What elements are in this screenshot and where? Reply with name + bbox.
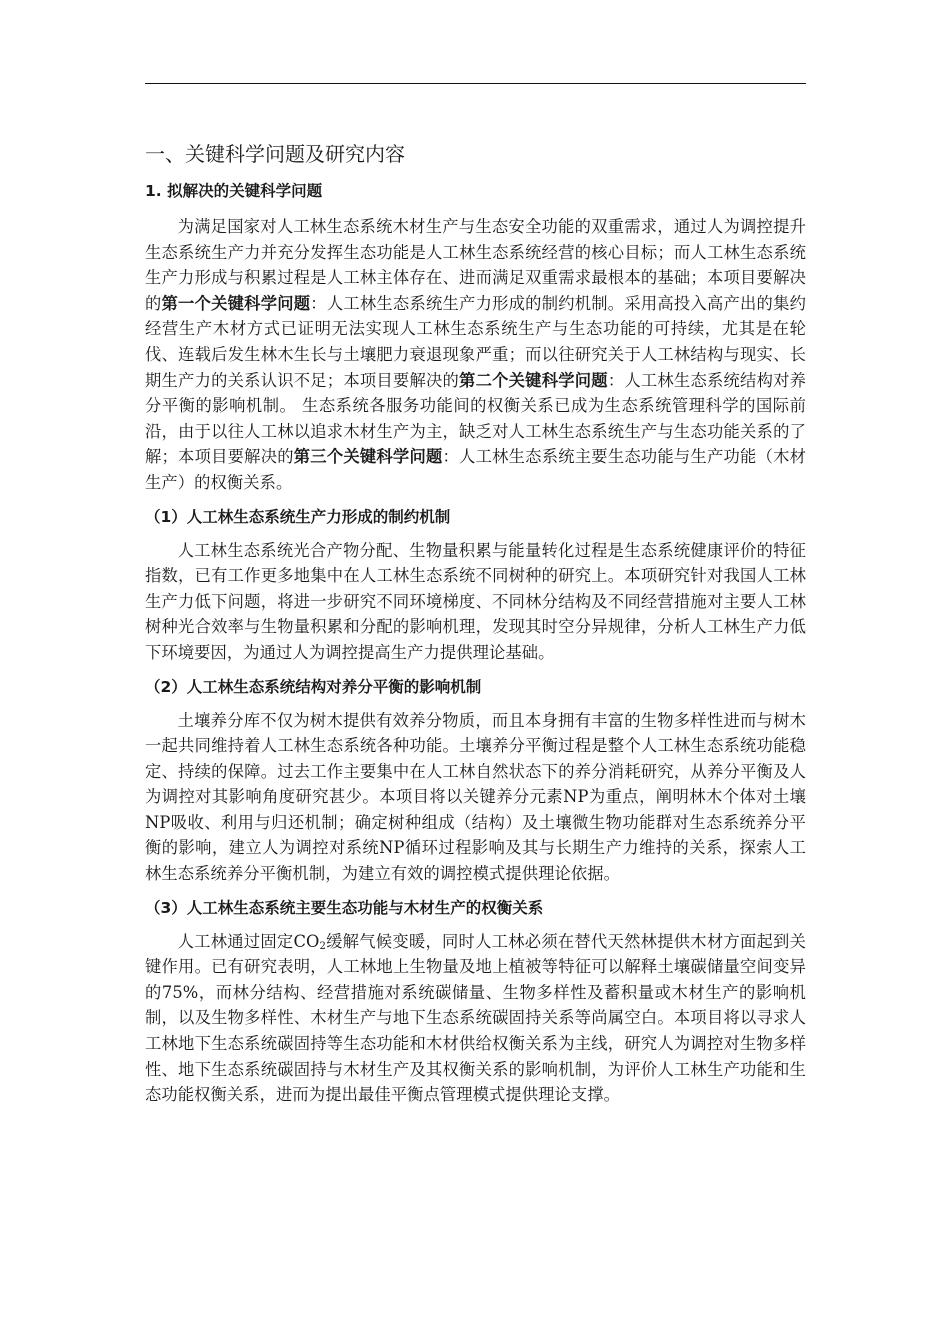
subscript-2: 2 xyxy=(319,940,326,952)
topic-3-paragraph: 人工林通过固定$CO_2$缓解气候变暖，同时人工林必须在替代天然林提供木材方面起到关键作用。已有研究表明，人工林地上生物量及地上植被等特征可以解释土壤碳储量空间变异的75%，而林分结构、经营措施对系统碳储量、生物多样性及蓄积量或木材生产的影响机制，以及生物多样性、木材生产与地下生态系统碳固持关系等尚属空白。本项目将以寻求人工林地下生态系统碳固持等生态功能和木材供给权衡关系为主线，研究人为调控对生物多样性、地下生态系统碳固持与木材生产及其权衡关系的影响机制，为评价人工林生产功能和生态功能权衡关系，进而为提出最佳平衡点管理模式提供理论支撑。 xyxy=(145,931,806,1105)
topic-3-heading: （3）人工林生态系统主要生态功能与木材生产的权衡关系 xyxy=(145,898,544,917)
topic-2-paragraph: 土壤养分库不仅为树木提供有效养分物质，而且本身拥有丰富的生物多样性进而与树木一起共同维持着人工林生态系统各种功能。土壤养分平衡过程是整个人工林生态系统功能稳定、持续的保障。过去工作主要集中在人工林自然状态下的养分消耗研究，从养分平衡及人为调控对其影响角度研究甚少。本项目将以关键养分元素NP为重点，阐明林木个体对土壤NP吸收、利用与归还机制；确定树种组成（结构）及土壤微生物功能群对生态系统养分平衡的影响，建立人为调控对系统NP循环过程影响及其与长期生产力维持的关系，探索人工林生态系统养分平衡机制，为建立有效的调控模式提供理论依据。 xyxy=(145,710,806,884)
key-question-2: 第二个关键科学问题 xyxy=(459,370,608,390)
key-question-1: 第一个关键科学问题 xyxy=(161,293,311,313)
topic-1-heading: （1）人工林生态系统生产力形成的制约机制 xyxy=(145,507,451,526)
topic-2-heading: （2）人工林生态系统结构对养分平衡的影响机制 xyxy=(145,677,482,696)
subsection-title: 1. 拟解决的关键科学问题 xyxy=(145,182,323,200)
header-rule xyxy=(145,83,806,84)
document-body xyxy=(145,140,806,1108)
intro-paragraph: 为满足国家对人工林生态系统木材生产与生态安全功能的双重需求，通过人为调控提升生态系统生产力并充分发挥生态功能是人工林生态系统经营的核心目标；而人工林生态系统生产力形成与积累过程是人工林主体存在、进而满足双重需求最根本的基础；本项目要解决的第一个关键科学问题：人工林生态系统生产力形成的制约机制。采用高投入高产出的集约经营生产木材方式已证明无法实现人工林生态系统生产与生态功能的可持续，尤其是在轮伐、连载后发生林木生长与土壤肥力衰退现象严重；而以往研究关于人工林结构与现实、长期生产力的关系认识不足；本项目要解决的第二个关键科学问题：人工林生态系统结构对养分平衡的影响机制。 生态系统各服务功能间的权衡关系已成为生态系统管理科学的国际前沿，由于以往人工林以追求木材生产为主，缺乏对人工林生态系统生产与生态功能关系的了解；本项目要解决的第三个关键科学问题：人工林生态系统主要生态功能与生产功能（木材生产）的权衡关系。 xyxy=(145,217,807,492)
section-title: 一、关键科学问题及研究内容 xyxy=(145,142,405,166)
key-question-3: 第三个关键科学问题 xyxy=(293,447,443,467)
topic-1-paragraph: 人工林生态系统光合产物分配、生物量积累与能量转化过程是生态系统健康评价的特征指数，已有工作更多地集中在人工林生态系统不同树种的研究上。本项研究针对我国人工林生产力低下问题，将进一步研究不同环境梯度、不同林分结构及不同经营措施对主要人工林树种光合效率与生物量积累和分配的影响机理，发现其时空分异规律，分析人工林生产力低下环境要因，为通过人为调控提高生产力提供理论基础。 xyxy=(145,540,806,662)
